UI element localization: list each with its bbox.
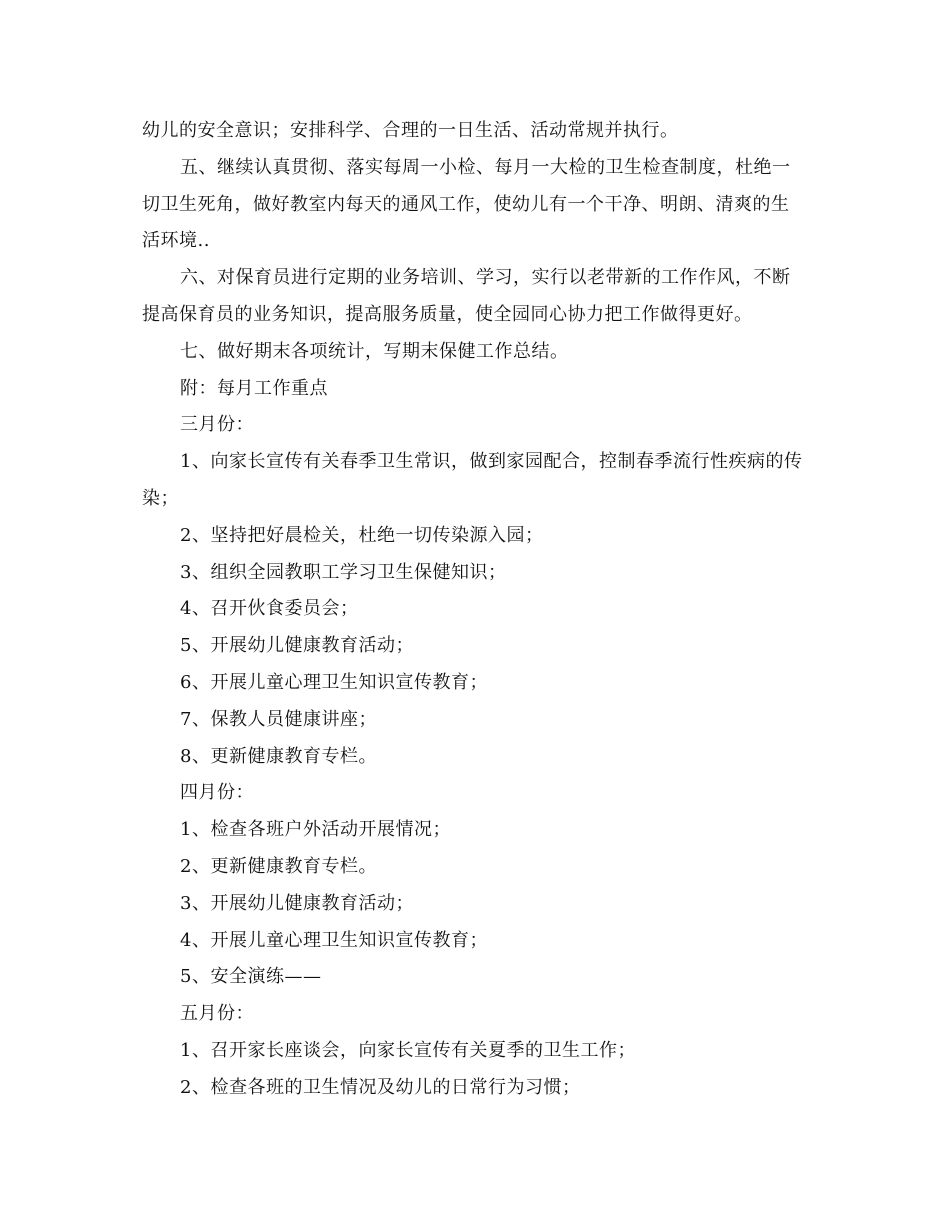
list-item: 4、召开伙食委员会； [180, 598, 359, 620]
text-line: 提高保育员的业务知识，提高服务质量，使全园同心协力把工作做得更好。 [142, 303, 753, 325]
list-item: 1、向家长宣传有关春季卫生常识，做到家园配合，控制春季流行性疾病的传 [180, 451, 803, 473]
list-item: 1、召开家长座谈会，向家长宣传有关夏季的卫生工作； [180, 1039, 636, 1061]
list-item: 1、检查各班户外活动开展情况； [180, 819, 451, 841]
text-line: 六、对保育员进行定期的业务培训、学习，实行以老带新的工作作风，不断 [180, 267, 791, 289]
list-item: 2、更新健康教育专栏。 [180, 855, 377, 877]
document-body [142, 113, 814, 1107]
list-item: 8、更新健康教育专栏。 [180, 745, 377, 767]
appendix-heading: 附：每月工作重点 [180, 377, 328, 399]
text-line: 活环境.. [142, 230, 210, 252]
list-item: 6、开展儿童心理卫生知识宣传教育； [180, 671, 488, 693]
month-heading: 五月份： [180, 1003, 254, 1025]
list-item: 5、安全演练—— [180, 966, 322, 988]
text-line: 切卫生死角，做好教室内每天的通风工作，使幼儿有一个干净、明朗、清爽的生 [142, 193, 790, 215]
month-heading: 四月份： [180, 782, 254, 804]
list-item: 3、开展幼儿健康教育活动； [180, 892, 414, 914]
text-line: 七、做好期末各项统计，写期末保健工作总结。 [180, 340, 569, 362]
list-item-continuation: 染； [142, 487, 179, 509]
list-item: 4、开展儿童心理卫生知识宣传教育； [180, 929, 488, 951]
list-item: 7、保教人员健康讲座； [180, 708, 377, 730]
list-item: 2、检查各班的卫生情况及幼儿的日常行为习惯； [180, 1076, 581, 1098]
text-line: 幼儿的安全意识；安排科学、合理的一日生活、活动常规并执行。 [142, 120, 679, 141]
text-line: 五、继续认真贯彻、落实每周一小检、每月一大检的卫生检查制度，杜绝一 [180, 156, 791, 178]
month-heading: 三月份： [180, 414, 254, 436]
list-item: 3、组织全园教职工学习卫生保健知识； [180, 561, 507, 583]
list-item: 5、开展幼儿健康教育活动； [180, 635, 414, 657]
list-item: 2、坚持把好晨检关，杜绝一切传染源入园； [180, 524, 544, 546]
